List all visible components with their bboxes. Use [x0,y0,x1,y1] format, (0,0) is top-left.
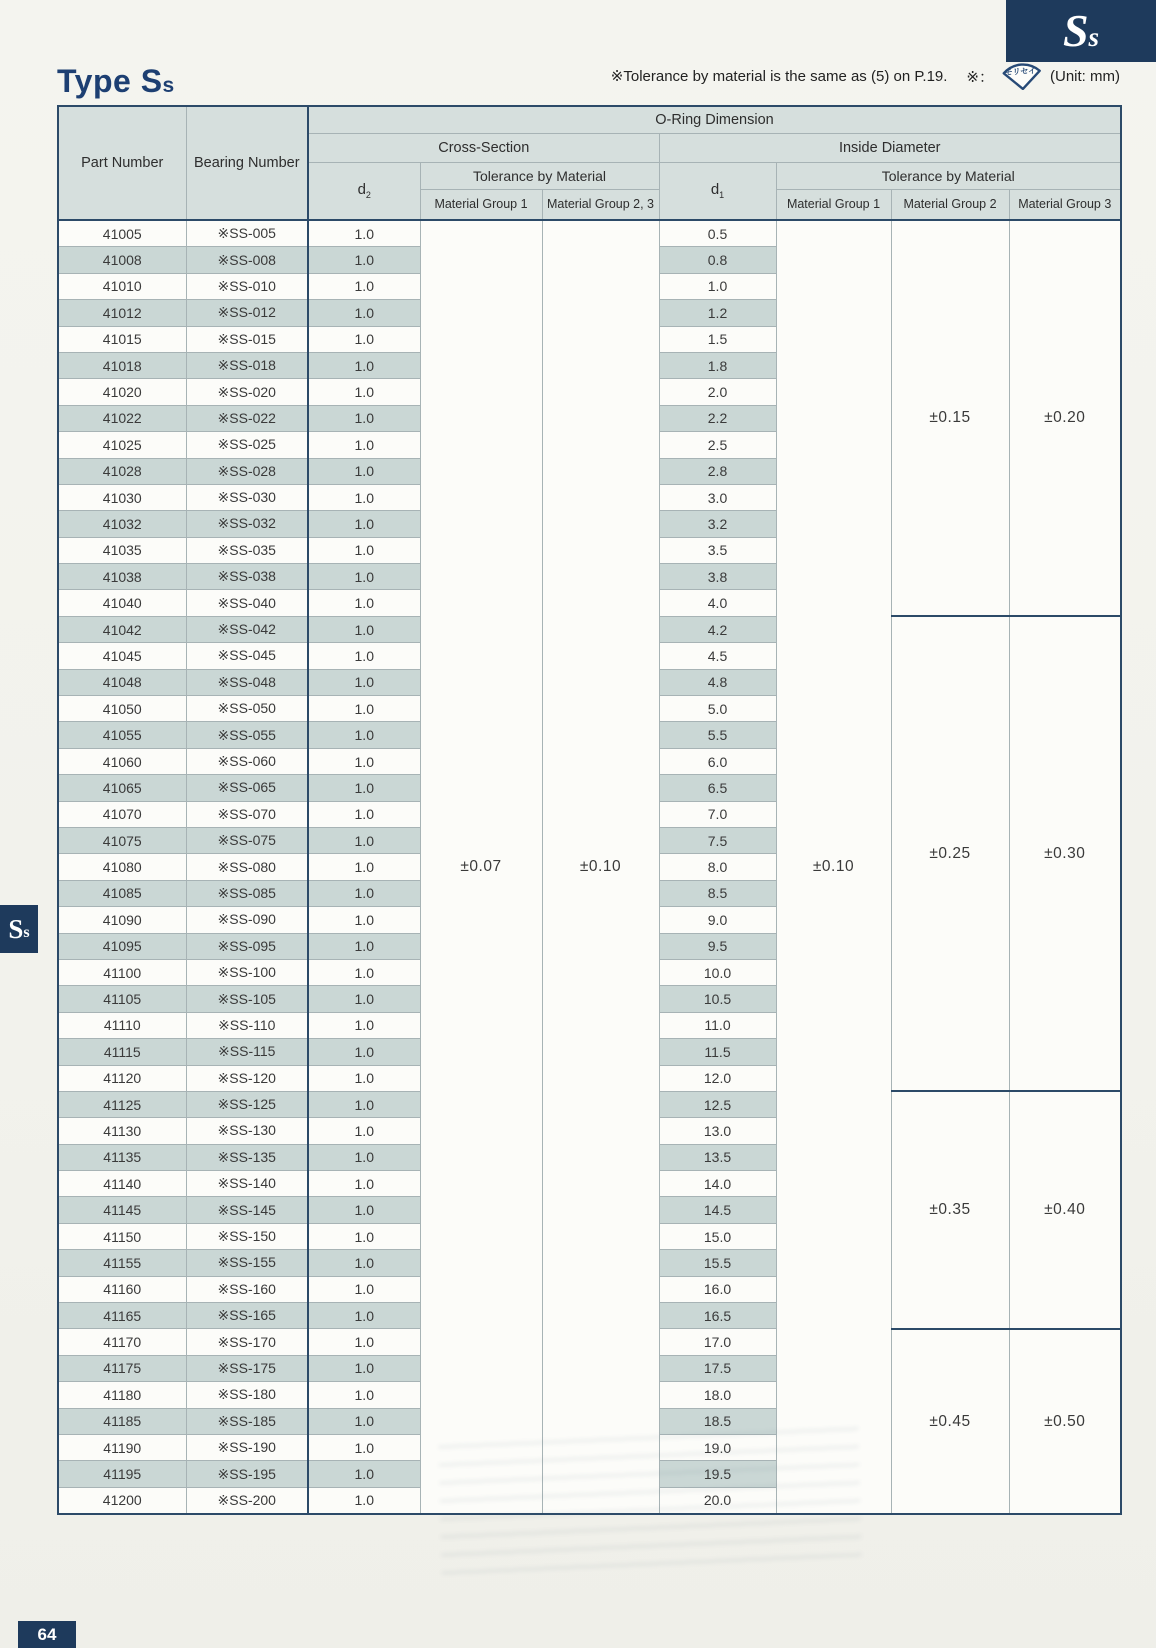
id-tolerance-group2-cell: ±0.15 [891,220,1009,616]
d1-cell: 10.0 [659,959,776,985]
d1-cell: 12.0 [659,1065,776,1091]
d1-cell: 7.5 [659,827,776,853]
d1-cell: 4.5 [659,643,776,669]
d1-cell: 6.5 [659,775,776,801]
col-header-part-number: Part Number [58,106,186,220]
d1-cell: 19.5 [659,1461,776,1487]
part-number-cell: 41160 [58,1276,186,1302]
d2-cell: 1.0 [308,1197,420,1223]
col-header-d1: $d_1$ [659,162,776,220]
d1-cell: 3.2 [659,511,776,537]
part-number-cell: 41080 [58,854,186,880]
bearing-number-cell: ※SS-075 [186,827,308,853]
table-row [58,220,1121,247]
d1-cell: 14.5 [659,1197,776,1223]
bearing-number-cell: ※SS-038 [186,564,308,590]
part-number-cell: 41035 [58,537,186,563]
d2-cell: 1.0 [308,458,420,484]
d2-cell: 1.0 [308,933,420,959]
d1-cell: 18.5 [659,1408,776,1434]
part-number-cell: 41090 [58,907,186,933]
bearing-number-cell: ※SS-085 [186,880,308,906]
d2-cell: 1.0 [308,669,420,695]
d2-cell: 1.0 [308,775,420,801]
part-number-cell: 41120 [58,1065,186,1091]
col-header-inside-diameter: Inside Diameter [659,133,1121,162]
page-number-badge [18,1621,76,1648]
bearing-number-cell: ※SS-195 [186,1461,308,1487]
corner-tab: S s [1006,0,1156,62]
col-header-oring-dimension: O-Ring Dimension [308,106,1121,133]
part-number-cell: 41008 [58,247,186,273]
col-header-id-material-group-3: Material Group 3 [1009,189,1121,220]
part-number-cell: 41125 [58,1091,186,1117]
d1-cell: 4.0 [659,590,776,616]
bearing-number-cell: ※SS-120 [186,1065,308,1091]
bearing-number-cell: ※SS-145 [186,1197,308,1223]
part-number-cell: 41190 [58,1434,186,1460]
d1-cell: 3.8 [659,564,776,590]
d1-cell: 19.0 [659,1434,776,1460]
table-body [58,220,1121,1514]
d1-cell: 4.8 [659,669,776,695]
d2-cell: 1.0 [308,1382,420,1408]
page-number: 64 [37,1624,57,1644]
part-number-cell: 41135 [58,1144,186,1170]
cs-tolerance-group23-cell: ±0.10 [542,220,659,1514]
d1-cell: 5.0 [659,696,776,722]
id-tolerance-group3-cell: ±0.40 [1009,1091,1121,1329]
d2-cell: 1.0 [308,1223,420,1249]
part-number-cell: 41048 [58,669,186,695]
part-number-cell: 41040 [58,590,186,616]
part-number-cell: 41070 [58,801,186,827]
col-header-cs-material-group-2-3: Material Group 2, 3 [542,189,659,220]
bearing-number-cell: ※SS-070 [186,801,308,827]
part-number-cell: 41028 [58,458,186,484]
d1-cell: 2.0 [659,379,776,405]
bearing-number-cell: ※SS-175 [186,1355,308,1381]
bearing-number-cell: ※SS-105 [186,986,308,1012]
d2-cell: 1.0 [308,1303,420,1329]
bearing-number-cell: ※SS-130 [186,1118,308,1144]
d2-cell: 1.0 [308,247,420,273]
part-number-cell: 41155 [58,1250,186,1276]
d2-cell: 1.0 [308,1250,420,1276]
col-header-cross-section: Cross-Section [308,133,659,162]
part-number-cell: 41055 [58,722,186,748]
col-header-bearing-number: Bearing Number [186,106,308,220]
part-number-cell: 41065 [58,775,186,801]
d1-cell: 16.5 [659,1303,776,1329]
table-header [58,106,1121,220]
d2-cell: 1.0 [308,1434,420,1460]
d1-cell: 1.8 [659,352,776,378]
d2-cell: 1.0 [308,827,420,853]
col-header-d2: $d_2$ [308,162,420,220]
d2-cell: 1.0 [308,405,420,431]
bearing-number-cell: ※SS-150 [186,1223,308,1249]
col-header-cs-tolerance: Tolerance by Material [420,162,659,189]
d1-cell: 0.5 [659,220,776,247]
d1-cell: 15.5 [659,1250,776,1276]
part-number-cell: 41015 [58,326,186,352]
bearing-number-cell: ※SS-012 [186,300,308,326]
part-number-cell: 41095 [58,933,186,959]
bearing-number-cell: ※SS-022 [186,405,308,431]
cs-tolerance-group1-cell: ±0.07 [420,220,542,1514]
bearing-number-cell: ※SS-190 [186,1434,308,1460]
bearing-number-cell: ※SS-015 [186,326,308,352]
d2-cell: 1.0 [308,352,420,378]
d1-cell: 16.0 [659,1276,776,1302]
id-tolerance-group1-cell: ±0.10 [776,220,891,1514]
d2-cell: 1.0 [308,1408,420,1434]
d2-cell: 1.0 [308,1355,420,1381]
d2-cell: 1.0 [308,273,420,299]
bearing-number-cell: ※SS-185 [186,1408,308,1434]
part-number-cell: 41025 [58,432,186,458]
part-number-cell: 41075 [58,827,186,853]
bearing-number-cell: ※SS-135 [186,1144,308,1170]
id-tolerance-group3-cell: ±0.50 [1009,1329,1121,1514]
bearing-number-cell: ※SS-055 [186,722,308,748]
col-header-cs-material-group-1: Material Group 1 [420,189,542,220]
d1-cell: 3.0 [659,484,776,510]
d2-cell: 1.0 [308,300,420,326]
part-number-cell: 41022 [58,405,186,431]
d2-cell: 1.0 [308,616,420,642]
d2-cell: 1.0 [308,511,420,537]
d1-cell: 3.5 [659,537,776,563]
svg-text:モリセイ: モリセイ [1004,66,1037,78]
d1-cell: 9.0 [659,907,776,933]
d2-cell: 1.0 [308,722,420,748]
bearing-number-cell: ※SS-095 [186,933,308,959]
part-number-cell: 41145 [58,1197,186,1223]
bearing-number-cell: ※SS-160 [186,1276,308,1302]
d2-cell: 1.0 [308,986,420,1012]
bearing-number-cell: ※SS-200 [186,1487,308,1514]
bearing-number-cell: ※SS-155 [186,1250,308,1276]
d2-cell: 1.0 [308,1118,420,1144]
id-tolerance-group2-cell: ±0.35 [891,1091,1009,1329]
d2-cell: 1.0 [308,326,420,352]
bearing-number-cell: ※SS-035 [186,537,308,563]
bearing-number-cell: ※SS-005 [186,220,308,247]
d1-cell: 6.0 [659,748,776,774]
part-number-cell: 41200 [58,1487,186,1514]
d1-cell: 1.0 [659,273,776,299]
d2-cell: 1.0 [308,537,420,563]
bearing-number-cell: ※SS-090 [186,907,308,933]
d2-cell: 1.0 [308,1276,420,1302]
id-tolerance-group2-cell: ±0.45 [891,1329,1009,1514]
part-number-cell: 41085 [58,880,186,906]
bearing-number-cell: ※SS-020 [186,379,308,405]
part-number-cell: 41185 [58,1408,186,1434]
d1-cell: 13.5 [659,1144,776,1170]
bearing-number-cell: ※SS-115 [186,1039,308,1065]
part-number-cell: 41150 [58,1223,186,1249]
bearing-number-cell: ※SS-028 [186,458,308,484]
d2-cell: 1.0 [308,1012,420,1038]
tolerance-note-text: ※Tolerance by material is the same as (5) on P.19. [610,68,948,85]
part-number-cell: 41060 [58,748,186,774]
bearing-number-cell: ※SS-045 [186,643,308,669]
d2-cell: 1.0 [308,379,420,405]
d1-cell: 15.0 [659,1223,776,1249]
id-tolerance-group3-cell: ±0.30 [1009,616,1121,1091]
note-marker: ※： [966,68,994,86]
bearing-number-cell: ※SS-032 [186,511,308,537]
morisei-fan-logo-icon [999,57,1045,96]
d2-cell: 1.0 [308,1039,420,1065]
tolerance-note [611,58,1120,97]
part-number-cell: 41012 [58,300,186,326]
d2-cell: 1.0 [308,907,420,933]
bearing-number-cell: ※SS-165 [186,1303,308,1329]
d1-cell: 20.0 [659,1487,776,1514]
d2-cell: 1.0 [308,220,420,247]
bearing-number-cell: ※SS-170 [186,1329,308,1355]
part-number-cell: 41110 [58,1012,186,1038]
bearing-number-cell: ※SS-030 [186,484,308,510]
bearing-number-cell: ※SS-048 [186,669,308,695]
d1-cell: 0.8 [659,247,776,273]
col-header-id-material-group-2: Material Group 2 [891,189,1009,220]
bearing-number-cell: ※SS-040 [186,590,308,616]
d1-cell: 11.0 [659,1012,776,1038]
unit-label: (Unit: mm) [1050,67,1120,85]
d1-cell: 2.8 [659,458,776,484]
part-number-cell: 41030 [58,484,186,510]
d1-cell: 18.0 [659,1382,776,1408]
bearing-number-cell: ※SS-018 [186,352,308,378]
part-number-cell: 41180 [58,1382,186,1408]
d2-cell: 1.0 [308,564,420,590]
bearing-number-cell: ※SS-025 [186,432,308,458]
bearing-number-cell: ※SS-180 [186,1382,308,1408]
part-number-cell: 41010 [58,273,186,299]
d1-cell: 1.5 [659,326,776,352]
bearing-number-cell: ※SS-010 [186,273,308,299]
d1-cell: 11.5 [659,1039,776,1065]
part-number-cell: 41018 [58,352,186,378]
d2-cell: 1.0 [308,484,420,510]
d2-cell: 1.0 [308,1171,420,1197]
part-number-cell: 41130 [58,1118,186,1144]
corner-tab-label: S [1062,5,1089,56]
bearing-number-cell: ※SS-140 [186,1171,308,1197]
col-header-id-tolerance: Tolerance by Material [776,162,1121,189]
d2-cell: 1.0 [308,801,420,827]
part-number-cell: 41115 [58,1039,186,1065]
d1-cell: 5.5 [659,722,776,748]
part-number-cell: 41175 [58,1355,186,1381]
part-number-cell: 41038 [58,564,186,590]
d1-cell: 14.0 [659,1171,776,1197]
bearing-number-cell: ※SS-042 [186,616,308,642]
d2-cell: 1.0 [308,1144,420,1170]
part-number-cell: 41165 [58,1303,186,1329]
d1-cell: 17.5 [659,1355,776,1381]
part-number-cell: 41100 [58,959,186,985]
part-number-cell: 41045 [58,643,186,669]
col-header-id-material-group-1: Material Group 1 [776,189,891,220]
d2-cell: 1.0 [308,880,420,906]
d1-cell: 12.5 [659,1091,776,1117]
id-tolerance-group3-cell: ±0.20 [1009,220,1121,616]
bearing-number-cell: ※SS-125 [186,1091,308,1117]
d1-cell: 2.5 [659,432,776,458]
bearing-number-cell: ※SS-100 [186,959,308,985]
d2-cell: 1.0 [308,854,420,880]
d1-cell: 1.2 [659,300,776,326]
oring-dimension-table [57,105,1122,1515]
d1-cell: 9.5 [659,933,776,959]
d2-cell: 1.0 [308,748,420,774]
d2-cell: 1.0 [308,696,420,722]
part-number-cell: 41005 [58,220,186,247]
bearing-number-cell: ※SS-060 [186,748,308,774]
part-number-cell: 41140 [58,1171,186,1197]
d1-cell: 2.2 [659,405,776,431]
d2-cell: 1.0 [308,590,420,616]
d1-cell: 4.2 [659,616,776,642]
side-tab: S s [0,905,38,953]
d2-cell: 1.0 [308,1487,420,1514]
d2-cell: 1.0 [308,643,420,669]
bearing-number-cell: ※SS-065 [186,775,308,801]
d1-cell: 10.5 [659,986,776,1012]
page-title: Type Ss [57,63,175,99]
d1-cell: 8.5 [659,880,776,906]
part-number-cell: 41105 [58,986,186,1012]
d2-cell: 1.0 [308,1329,420,1355]
part-number-cell: 41020 [58,379,186,405]
d2-cell: 1.0 [308,432,420,458]
bearing-number-cell: ※SS-050 [186,696,308,722]
part-number-cell: 41170 [58,1329,186,1355]
bearing-number-cell: ※SS-110 [186,1012,308,1038]
id-tolerance-group2-cell: ±0.25 [891,616,1009,1091]
bearing-number-cell: ※SS-008 [186,247,308,273]
d2-cell: 1.0 [308,1091,420,1117]
d1-cell: 13.0 [659,1118,776,1144]
part-number-cell: 41032 [58,511,186,537]
d2-cell: 1.0 [308,1461,420,1487]
part-number-cell: 41042 [58,616,186,642]
d1-cell: 17.0 [659,1329,776,1355]
part-number-cell: 41195 [58,1461,186,1487]
bearing-number-cell: ※SS-080 [186,854,308,880]
part-number-cell: 41050 [58,696,186,722]
d2-cell: 1.0 [308,959,420,985]
d1-cell: 7.0 [659,801,776,827]
title-row [57,58,1120,97]
d2-cell: 1.0 [308,1065,420,1091]
d1-cell: 8.0 [659,854,776,880]
